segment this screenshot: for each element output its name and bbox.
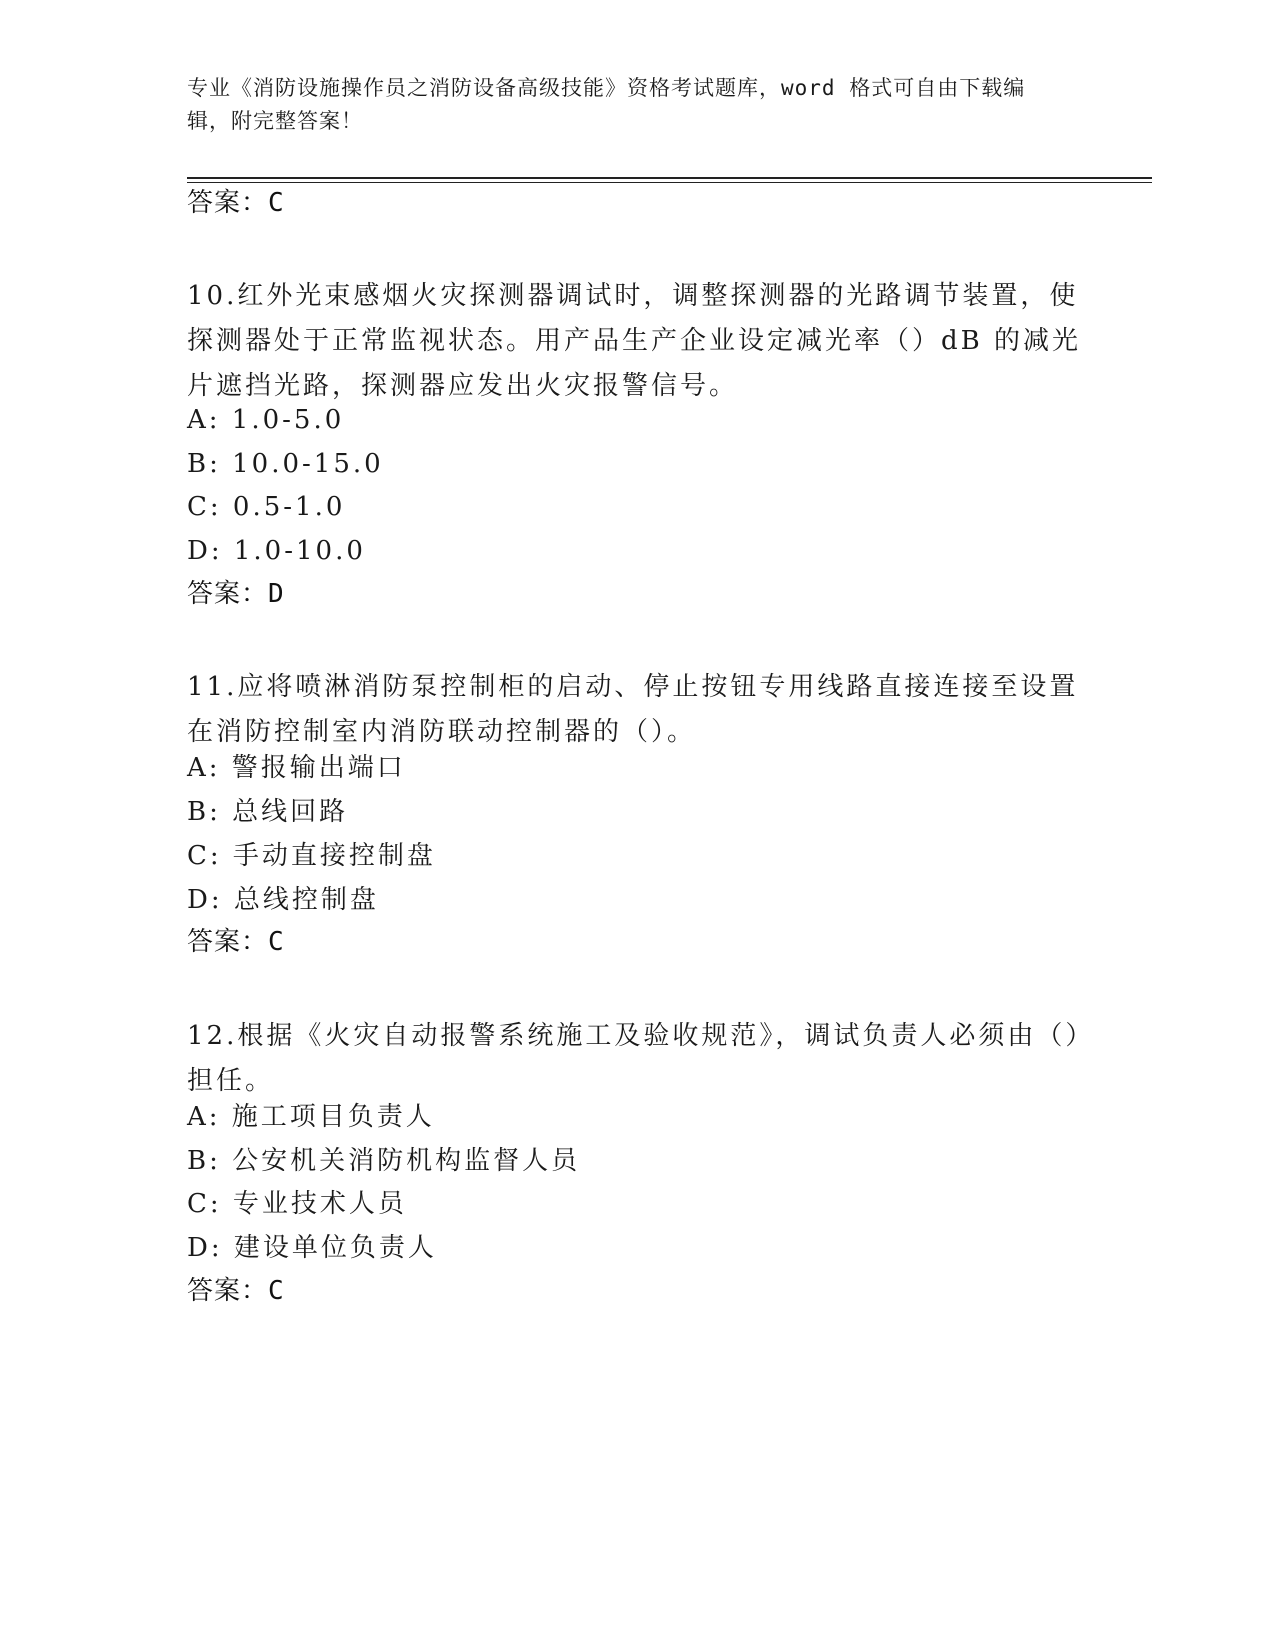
question-12-option-c: C: 专业技术人员 [187, 1189, 407, 1219]
question-12-option-d: D: 建设单位负责人 [187, 1233, 437, 1263]
question-10-option-c: C: 0.5-1.0 [187, 492, 346, 522]
question-10-stem: 10.红外光束感烟火灾探测器调试时，调整探测器的光路调节装置，使探测器处于正常监视状态。用产品生产企业设定减光率（）dB 的减光片遮挡光路，探测器应发出火灾报警信号。 [187, 281, 1082, 401]
question-12-option-b: B: 公安机关消防机构监督人员 [187, 1146, 581, 1176]
question-12-option-a: A: 施工项目负责人 [187, 1102, 435, 1132]
document-header: 专业《消防设施操作员之消防设备高级技能》资格考试题库，word 格式可自由下载编辑，附完整答案！ [187, 76, 1026, 133]
header-divider-thin [187, 182, 1152, 183]
question-11-option-c: C: 手动直接控制盘 [187, 841, 436, 871]
question-11-answer: 答案：C [187, 927, 285, 957]
question-12-answer: 答案：C [187, 1276, 285, 1306]
header-divider-thick [187, 177, 1152, 179]
question-10-answer: 答案：D [187, 579, 285, 609]
question-11-option-b: B: 总线回路 [187, 797, 349, 827]
question-10-option-a: A: 1.0-5.0 [187, 405, 345, 435]
question-11-option-d: D: 总线控制盘 [187, 885, 379, 915]
question-11-stem: 11.应将喷淋消防泵控制柜的启动、停止按钮专用线路直接连接至设置在消防控制室内消防联动控制器的（）。 [187, 672, 1079, 747]
question-10-option-d: D: 1.0-10.0 [187, 536, 366, 566]
question-10-option-b: B: 10.0-15.0 [187, 449, 384, 479]
previous-answer: 答案：C [187, 188, 285, 218]
question-11-option-a: A: 警报输出端口 [187, 753, 406, 783]
question-12-stem: 12.根据《火灾自动报警系统施工及验收规范》，调试负责人必须由（）担任。 [187, 1021, 1082, 1096]
